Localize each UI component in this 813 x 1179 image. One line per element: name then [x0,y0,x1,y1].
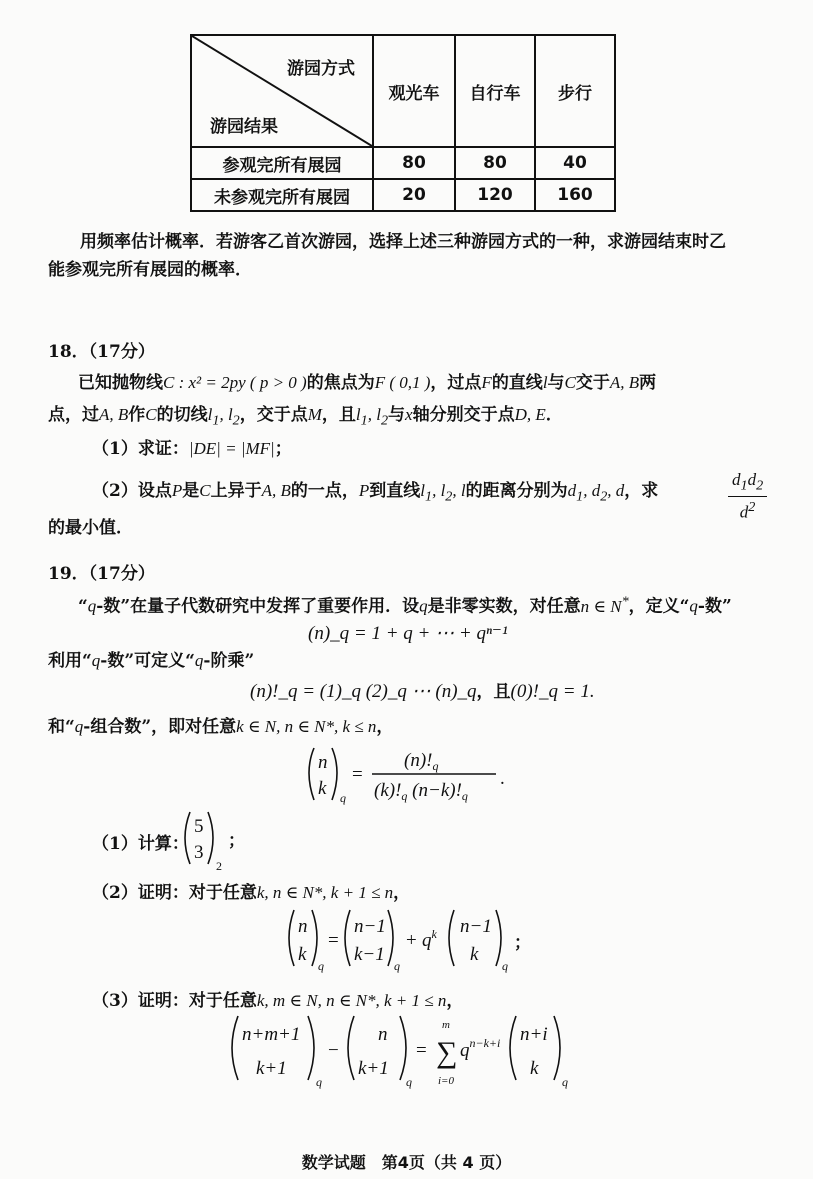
svg-text:.: . [500,768,505,789]
svg-text:；: ； [514,933,531,953]
corner-bottom-label: 游园结果 [210,117,278,137]
svg-text:qn−k+i: $q^{n-k+i}$ [460,1036,501,1061]
svg-text:(k)!q (n−k)!q: $(k)!_q$ $(n-k)!_q$ [374,780,468,803]
svg-text:n+i: n+i [520,1024,548,1045]
svg-text:=: = [416,1040,427,1061]
q19-intro: “q-数”在量子代数研究中发挥了重要作用．设q是非零实数，对任意n ∈ N*，定义“q-数” [78,593,732,617]
q-combination-formula [300,742,510,812]
table-cell: 40 [535,147,615,179]
table-row [191,147,615,179]
ratio-fraction: $\frac{d_1d_2}{d^2}$ [728,470,767,523]
svg-text:n+m+1: n+m+1 [242,1024,301,1045]
svg-text:q: q [406,1075,412,1089]
table-cell: 80 [455,147,535,179]
svg-text:q: q [502,959,508,973]
table-cell: 80 [373,147,455,179]
q18-part1: （1）求证：|DE| = |MF|； [92,439,292,459]
header-cell: 自行车 [455,35,535,147]
svg-text:+: + [406,930,417,951]
svg-text:q: q [394,959,400,973]
svg-text:n−1: n−1 [354,916,386,937]
q18-part2-end: 的最小值． [48,518,133,538]
svg-text:3: 3 [194,842,204,863]
q18-line1: 已知抛物线C : x² = 2py ( p > 0 )的焦点为F ( 0,1 )，过点F的直线l与C交于A, B两 [78,373,657,393]
q19-part2-identity [284,906,544,978]
svg-text:k: k [318,778,327,799]
q19-combination-intro: 和“q-组合数”，即对任意k ∈ N, n ∈ N*, k ≤ n， [48,717,394,737]
svg-text:2: 2 [216,859,222,873]
svg-text:m: m [442,1019,450,1031]
table-cell: 20 [373,179,455,211]
q18-heading: 18．（17分） [48,342,155,362]
table-cell: 160 [535,179,615,211]
svg-text:k: k [298,944,307,965]
q18-line2: 点，过A, B作C的切线$l_1$, $l_2$，交于点M，且$l_1$, $l_2$与x轴分别交于点D, E． [48,405,563,429]
table-row [191,179,615,211]
svg-text:k: k [530,1058,539,1079]
row-label: 未参观完所有展园 [191,179,373,211]
svg-text:k−1: k−1 [354,944,385,965]
svg-text:∑: ∑ [436,1036,458,1069]
svg-text:n: n [378,1024,388,1045]
svg-text:k: k [470,944,479,965]
page-footer: 数学试题 第4页（共 4 页） [301,1153,512,1172]
q19-heading: 19．（17分） [48,564,155,584]
svg-text:q: q [340,791,346,805]
q18-part2: （2）设点P是C上异于A, B的一点，P到直线$l_1$, $l_2$, l的距离分别为$d_1$, $d_2$, d，求 [92,481,659,505]
svg-text:q: q [318,959,324,973]
q19-part1-label: （1）计算： [92,834,189,854]
q17-text-line2: 能参观完所有展园的概率． [48,260,252,280]
binomial-5-3 [178,808,248,876]
q19-factorial-intro: 利用“q-数”可定义“q-阶乘” [48,651,255,671]
svg-text:qk: $q^k$ [422,927,437,951]
svg-text:q: q [562,1075,568,1089]
corner-top-label: 游园方式 [287,59,355,79]
q19-part2: （2）证明：对于任意k, n ∈ N*, k + 1 ≤ n， [92,883,411,903]
svg-text:=: = [328,930,339,951]
svg-text:q: q [316,1075,322,1089]
header-cell: 步行 [535,35,615,147]
svg-text:n: n [298,916,308,937]
svg-text:i=0: i=0 [438,1075,454,1087]
svg-text:n−1: n−1 [460,916,492,937]
svg-text:=: = [352,764,363,785]
svg-text:n: n [318,752,328,773]
svg-text:k+1: k+1 [358,1058,389,1079]
row-label: 参观完所有展园 [191,147,373,179]
q17-text-line1: 用频率估计概率．若游客乙首次游园，选择上述三种游园方式的一种，求游园结束时乙 [80,232,726,252]
svg-text:−: − [328,1040,339,1061]
svg-text:(n)!q: $(n)!_q$ [404,750,439,773]
svg-text:5: 5 [194,816,204,837]
svg-text:；: ； [228,831,245,851]
svg-text:k+1: k+1 [256,1058,287,1079]
q19-part3: （3）证明：对于任意k, m ∈ N, n ∈ N*, k + 1 ≤ n， [92,991,464,1011]
tour-results-table [190,34,616,212]
table-header-row [191,35,615,147]
table-cell: 120 [455,179,535,211]
q19-part3-identity [226,1012,586,1094]
corner-header-cell [191,35,373,147]
q-number-definition: (n)_q = 1 + q + ⋯ + qⁿ⁻¹ [308,623,508,644]
header-cell: 观光车 [373,35,455,147]
q-factorial-definition: (n)!_q = (1)_q (2)_q ⋯ (n)_q，且(0)!_q = 1. [250,681,595,702]
